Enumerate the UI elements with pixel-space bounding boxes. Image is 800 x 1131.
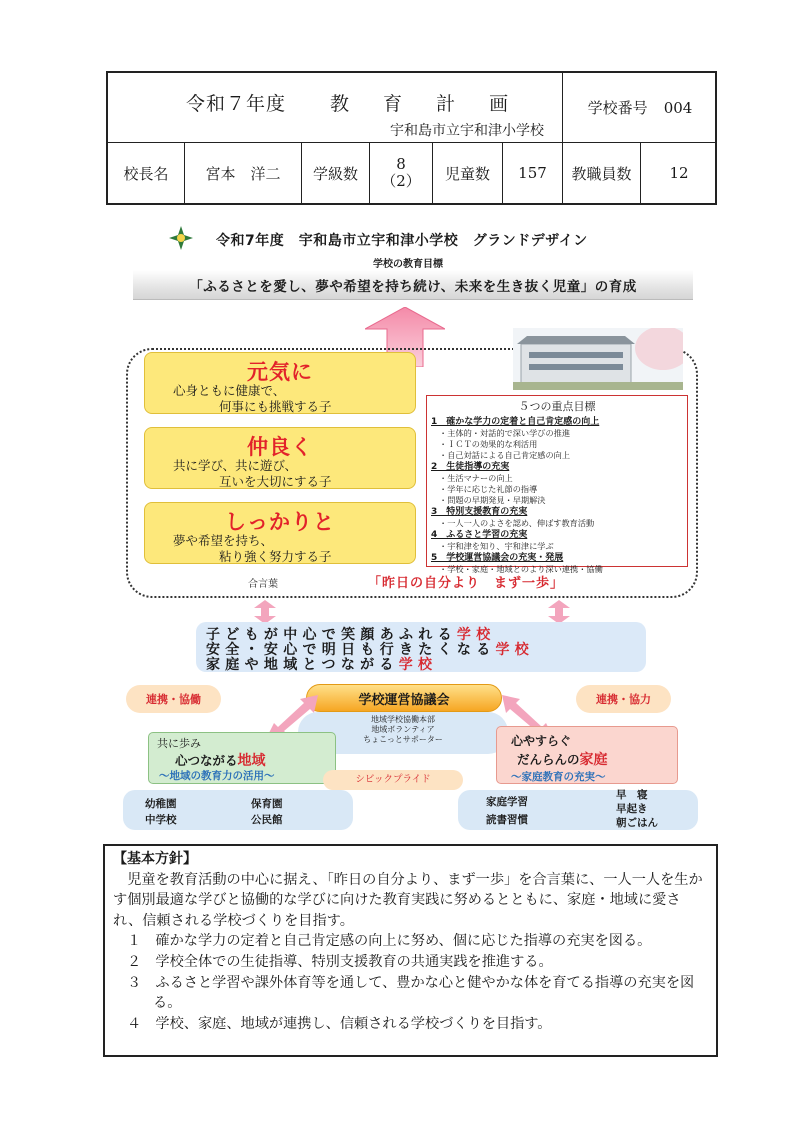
focus-title: ５つの重点目標 (518, 400, 596, 413)
pillar-line: 共に学び、共に遊び、 (173, 458, 298, 473)
school-vision (196, 622, 646, 672)
habit-item: 早 寝 (616, 789, 648, 801)
school-number-cell (563, 73, 717, 143)
pillar-line: 何事にも挑戦する子 (219, 399, 332, 414)
plan-title: 教 育 計 画 (330, 93, 523, 115)
pillar-heading: しっかりと (225, 510, 335, 534)
school-number-value: 004 (663, 98, 693, 117)
focus-item: ・一人一人のよさを認め、伸ばす教育活動 (439, 518, 595, 528)
school-council: 学校運営協議会 (306, 684, 502, 712)
collab-left-badge: 連携・協働 (126, 685, 221, 713)
school-emblem-icon (168, 225, 194, 251)
policy-body: 児童を教育活動の中心に据え、「昨日の自分より、まず一歩」を合言葉に、一人一人を生かす個別最適な学びと協働的な学びに向けた教育実践に努めるとともに、家庭・地域に愛され、信頼される学校づくりを目指す。 (113, 871, 703, 929)
habit-item: 早起き (616, 803, 648, 815)
community-box (148, 732, 336, 784)
community-subtitle: ～地域の教育力の活用～ (159, 770, 275, 782)
vision-line: 子どもが中心で笑顔あふれる学校 (206, 627, 496, 643)
motto-value: 「昨日の自分より まず一歩」 (368, 576, 565, 591)
home-box (496, 726, 678, 784)
pillar-line: 心身ともに健康で、 (173, 383, 286, 398)
students-value: 157 (503, 143, 563, 203)
focus-heading: 4 ふるさと学習の充実 (431, 530, 528, 540)
pillar-heading: 仲良く (247, 435, 313, 459)
header-table (106, 71, 717, 205)
policy-item: ２ 学校全体での生徒指導、特別支援教育の共通実践を推進する。 (127, 953, 553, 970)
pillar-line: 互いを大切にする子 (219, 474, 332, 489)
community-line: 共に歩み (157, 737, 201, 750)
partner-item: 中学校 (145, 814, 177, 826)
partner-item: 幼稚園 (145, 798, 177, 810)
partner-item: 公民館 (251, 814, 283, 826)
fiscal-year: 令和７年度 (186, 93, 287, 115)
principal-label: 校長名 (108, 143, 185, 203)
focus-item: ・学年に応じた礼節の指導 (439, 484, 538, 494)
focus-heading: 3 特別支援教育の充実 (431, 507, 528, 517)
vision-line: 家庭や地域とつながる学校 (206, 657, 438, 673)
policy-heading: 【基本方針】 (113, 851, 197, 867)
focus-item: ・問題の早期発見・早期解決 (439, 495, 546, 505)
double-arrow-icon (548, 600, 570, 624)
cloud-line: 地域学校協働本部 (371, 715, 435, 724)
grand-design-title: 令和7年度 宇和島市立宇和津小学校 グランドデザイン (216, 233, 588, 249)
staff-value: 12 (669, 164, 689, 182)
focus-heading: 2 生徒指導の充実 (431, 462, 510, 472)
principal-name: 宮本 洋二 (185, 143, 302, 203)
focus-goals-box (426, 395, 688, 574)
pillar-card (144, 502, 416, 564)
cloud-line: ちょこっとサポーター (363, 735, 443, 744)
home-subtitle: ～家庭教育の充実～ (511, 771, 606, 783)
school-number-label: 学校番号 (587, 99, 648, 117)
grand-design (118, 220, 698, 830)
focus-item: ・宇和津を知り、宇和津に学ぶ (439, 541, 554, 551)
home-line: だんらんの家庭 (517, 752, 608, 768)
home-habits (458, 790, 698, 830)
habit-item: 家庭学習 (486, 796, 528, 808)
classes-label: 学級数 (302, 143, 370, 203)
cloud-line: 地域ボランティア (371, 725, 435, 734)
goal-label: 学校の教育目標 (373, 259, 443, 270)
focus-item: ・ＩＣＴの効果的な利活用 (439, 439, 538, 449)
habit-item: 読書習慣 (486, 814, 528, 826)
vision-line: 安全・安心で明日も行きたくなる学校 (206, 642, 535, 658)
focus-item: ・主体的・対話的で深い学びの推進 (439, 428, 571, 438)
pillar-card (144, 427, 416, 489)
community-partners (123, 790, 353, 830)
classes-value: 8 (396, 155, 406, 173)
basic-policy (103, 844, 718, 1057)
collab-right-badge: 連携・協力 (576, 685, 671, 713)
policy-item: １ 確かな学力の定着と自己肯定感の向上に努め、個に応じた指導の充実を図る。 (127, 933, 652, 950)
focus-heading: 1 確かな学力の定着と自己肯定感の向上 (431, 417, 600, 427)
habit-item: 朝ごはん (616, 817, 658, 829)
focus-heading: 5 学校運営協議会の充実・発展 (431, 553, 564, 563)
motto-label: 合言葉 (248, 579, 278, 590)
policy-item: ４ 学校、家庭、地域が連携し、信頼される学校づくりを目指す。 (127, 1015, 552, 1032)
pillar-line: 夢や希望を持ち、 (173, 533, 274, 548)
motto (208, 572, 668, 590)
school-building-photo (513, 328, 683, 390)
classes-value-cell (370, 143, 433, 203)
pillar-line: 粘り強く努力する子 (219, 549, 332, 564)
staff-label: 教職員数 (563, 143, 641, 203)
plan-title-cell (108, 73, 563, 143)
civic-pride-badge: シビックプライド (323, 770, 463, 790)
partner-item: 保育園 (251, 798, 283, 810)
classes-sub: （2） (381, 172, 421, 190)
school-name: 宇和島市立宇和津小学校 (390, 123, 544, 139)
pillar-heading: 元気に (247, 360, 313, 384)
students-label: 児童数 (433, 143, 503, 203)
pillar-card (144, 352, 416, 414)
focus-item: ・学校・家庭・地域とのより深い連携・協働 (439, 564, 603, 574)
focus-item: ・自己対話による自己肯定感の向上 (439, 450, 571, 460)
community-line: 心つながる地域 (175, 753, 266, 769)
double-arrow-icon (254, 600, 276, 624)
education-goal: 「ふるさとを愛し、夢や希望を持ち続け、未来を生き抜く児童」の育成 (133, 270, 693, 300)
policy-item: ３ ふるさと学習や課外体育等を通して、豊かな心と健やかな体を育てる指導の充実を図る。 (127, 974, 695, 1012)
home-line: 心やすらぐ (511, 734, 572, 748)
focus-item: ・生活マナーの向上 (439, 473, 513, 483)
